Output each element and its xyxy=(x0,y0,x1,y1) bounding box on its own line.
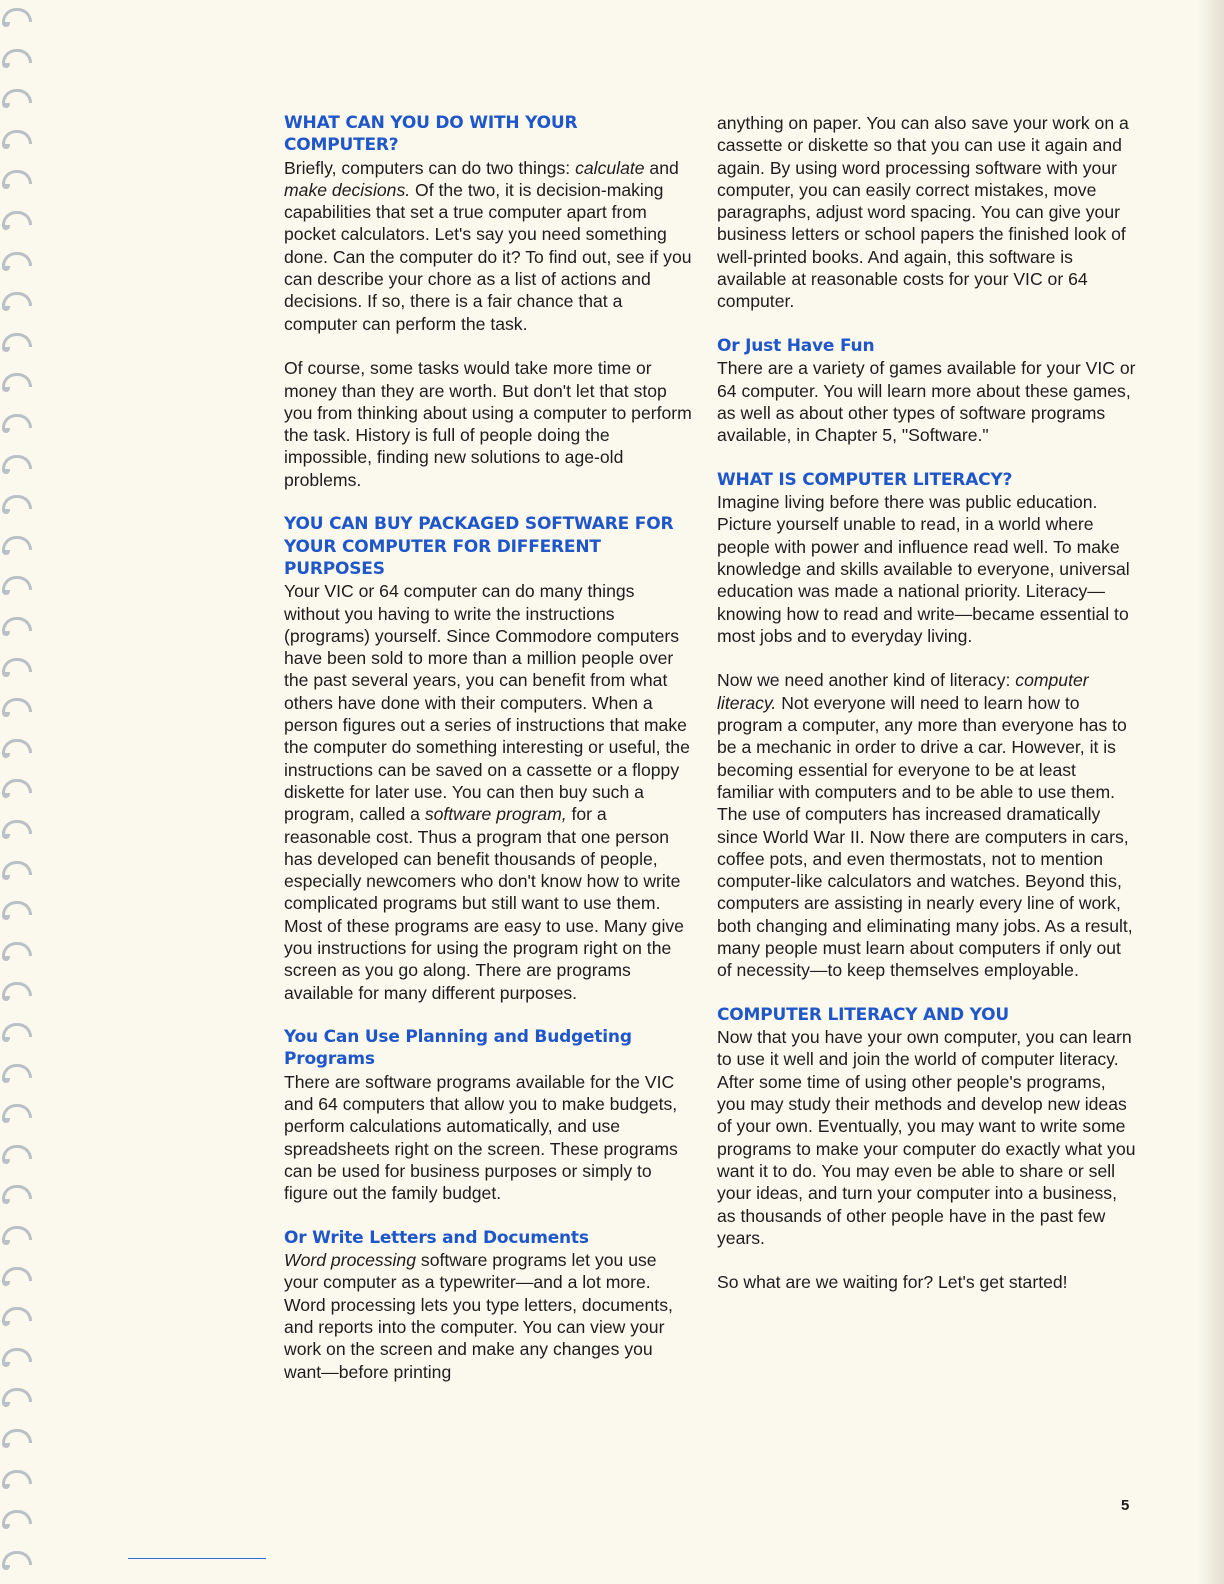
emphasis-make-decisions: make decisions. xyxy=(284,179,411,200)
binding-ring-icon xyxy=(2,373,32,387)
emphasis-computer-literacy: computer literacy. xyxy=(717,670,1089,713)
binding-ring-icon xyxy=(2,1551,32,1565)
binding-ring-icon xyxy=(2,1429,32,1443)
binding-ring-icon xyxy=(2,1145,32,1159)
emphasis-software-program: software program, xyxy=(424,804,567,825)
paragraph-get-started: So what are we waiting for? Let's get started! xyxy=(717,1272,1068,1293)
binding-ring-icon xyxy=(2,495,32,509)
binding-ring-icon xyxy=(2,252,32,266)
binding-ring-icon xyxy=(2,779,32,793)
text-run: software programs let you use your computer as a typewriter—and a lot more. Word processing lets you type letters, documents, and reports into the computer. You can view your work on the screen and make any changes you want—before printing xyxy=(284,1250,673,1382)
text-run: Of the two, it is decision-making capabilities that set a true computer apart from pocket calculators. Let's say you need something done. Can the computer do it? To find out, see if you can describe your chore as a list of actions and decisions. If so, there is a fair chance that a computer can perform the task. xyxy=(284,179,692,334)
binding-ring-icon xyxy=(2,1307,32,1321)
text-run: Not everyone will need to learn how to program a computer, any more than everyone has to be a mechanic in order to drive a car. However, it is becoming essential for everyone to be at least familiar with computers and to be able to use them. The use of computers has increased dramatically since World War II. Now there are computers in cars, coffee pots, and even thermostats, not to mention computer-like calculators and watches. Beyond this, computers are assisting in nearly every line of work, both changing and eliminating many jobs. As a result, many people must learn about computers if only out of necessity—to keep themselves employable. xyxy=(717,692,1133,981)
binding-ring-icon xyxy=(2,658,32,672)
spiral-binding xyxy=(0,0,40,1584)
binding-ring-icon xyxy=(2,1348,32,1362)
paragraph-imagine: Imagine living before there was public education. Picture yourself unable to read, in a world where people with power and influence read well. To make knowledge and skills available to everyone, universal education was made a national priority. Literacy—knowing how to read and write—became essential to most jobs and to everyday living. xyxy=(717,492,1130,646)
heading-literacy-and-you: COMPUTER LITERACY AND YOU xyxy=(717,1004,1010,1025)
left-column xyxy=(284,112,694,1383)
right-column xyxy=(717,112,1137,1294)
binding-ring-icon xyxy=(2,1023,32,1037)
binding-ring-icon xyxy=(2,861,32,875)
paragraph-of-course: Of course, some tasks would take more time or money than they are worth. But don't let that stop you from thinking about using a computer to perform the task. History is full of people doing the impossible, finding new solutions to age-old problems. xyxy=(284,358,692,490)
paragraph-briefly xyxy=(284,157,694,335)
binding-ring-icon xyxy=(2,414,32,428)
paragraph-now-we-need xyxy=(717,669,1137,981)
binding-ring-icon xyxy=(2,739,32,753)
binding-ring-icon xyxy=(2,901,32,915)
paragraph-budget-software: There are software programs available for the VIC and 64 computers that allow you to make budgets, perform calculations automatically, and use spreadsheets right on the screen. These programs can be used for business purposes or simply to figure out the family budget. xyxy=(284,1071,678,1204)
binding-ring-icon xyxy=(2,1104,32,1118)
text-run: Your VIC or 64 computer can do many things without you having to write the instructions (programs) yourself. Since Commodore computers have been sold to more than a million people over the past several years, you can benefit from what others have done with their computers. When a person figures out a series of instructions that make the computer do something interesting or useful, the instructions can be saved on a cassette or a floppy diskette for later use. You can then buy such a program, called a xyxy=(284,581,690,825)
binding-ring-icon xyxy=(2,1267,32,1281)
binding-ring-icon xyxy=(2,698,32,712)
binding-ring-icon xyxy=(2,292,32,306)
binding-ring-icon xyxy=(2,1226,32,1240)
binding-ring-icon xyxy=(2,820,32,834)
paragraph-games: There are a variety of games available for your VIC or 64 computer. You will learn more about these games, as well as about other types of software programs available, in Chapter 5, "Software." xyxy=(717,358,1136,446)
page-edge-shadow xyxy=(1198,0,1224,1584)
binding-ring-icon xyxy=(2,617,32,631)
bottom-rule xyxy=(128,1558,266,1559)
binding-ring-icon xyxy=(2,1185,32,1199)
heading-planning-budgeting: You Can Use Planning and Budgeting Programs xyxy=(284,1027,632,1070)
emphasis-word-processing: Word processing xyxy=(284,1250,417,1271)
binding-ring-icon xyxy=(2,333,32,347)
text-run: and xyxy=(644,157,679,178)
binding-ring-icon xyxy=(2,49,32,63)
binding-ring-icon xyxy=(2,536,32,550)
heading-packaged-software: YOU CAN BUY PACKAGED SOFTWARE FOR YOUR COMPUTER FOR DIFFERENT PURPOSES xyxy=(284,514,674,579)
emphasis-calculate: calculate xyxy=(575,157,645,178)
binding-ring-icon xyxy=(2,1064,32,1078)
paragraph-now-that-you-have: Now that you have your own computer, you can learn to use it well and join the world of computer literacy. After some time of using other people's programs, you may study their methods and develop new ideas of your own. Eventually, you may want to write some programs to make your computer do exactly what you want it to do. You may even be able to share or sell your ideas, and turn your computer into a business, as thousands of other people have in the past few years. xyxy=(717,1027,1136,1248)
binding-ring-icon xyxy=(2,1510,32,1524)
paragraph-word-processing xyxy=(284,1249,694,1383)
binding-ring-icon xyxy=(2,1388,32,1402)
binding-ring-icon xyxy=(2,942,32,956)
paragraph-anything-on-paper: anything on paper. You can also save your work on a cassette or diskette so that you can use it again and again. By using word processing software with your computer, you can easily correct mistakes, move paragraphs, adjust word spacing. You can give your business letters or school papers the finished look of well-printed books. And again, this software is available at reasonable costs for your VIC or 64 computer. xyxy=(717,113,1129,312)
heading-just-have-fun: Or Just Have Fun xyxy=(717,335,875,356)
binding-ring-icon xyxy=(2,130,32,144)
heading-letters-documents: Or Write Letters and Documents xyxy=(284,1227,589,1248)
binding-ring-icon xyxy=(2,455,32,469)
text-run: Now we need another kind of literacy: xyxy=(717,670,1016,691)
binding-ring-icon xyxy=(2,170,32,184)
binding-ring-icon xyxy=(2,576,32,590)
binding-ring-icon xyxy=(2,211,32,225)
binding-ring-icon xyxy=(2,982,32,996)
binding-ring-icon xyxy=(2,8,32,22)
page-number: 5 xyxy=(1121,1497,1130,1514)
text-run: Briefly, computers can do two things: xyxy=(284,157,576,178)
binding-ring-icon xyxy=(2,1470,32,1484)
binding-ring-icon xyxy=(2,89,32,103)
paragraph-your-vic xyxy=(284,580,694,1004)
heading-what-can-you-do: WHAT CAN YOU DO WITH YOUR COMPUTER? xyxy=(284,113,578,156)
heading-computer-literacy: WHAT IS COMPUTER LITERACY? xyxy=(717,469,1013,490)
text-run: for a reasonable cost. Thus a program that one person has developed can benefit thousands of people, especially newcomers who don't know how to write complicated programs but still want to use them. Most of these programs are easy to use. Many give you instructions for using the program right on the screen as you go along. There are programs available for many different purposes. xyxy=(284,804,684,1003)
